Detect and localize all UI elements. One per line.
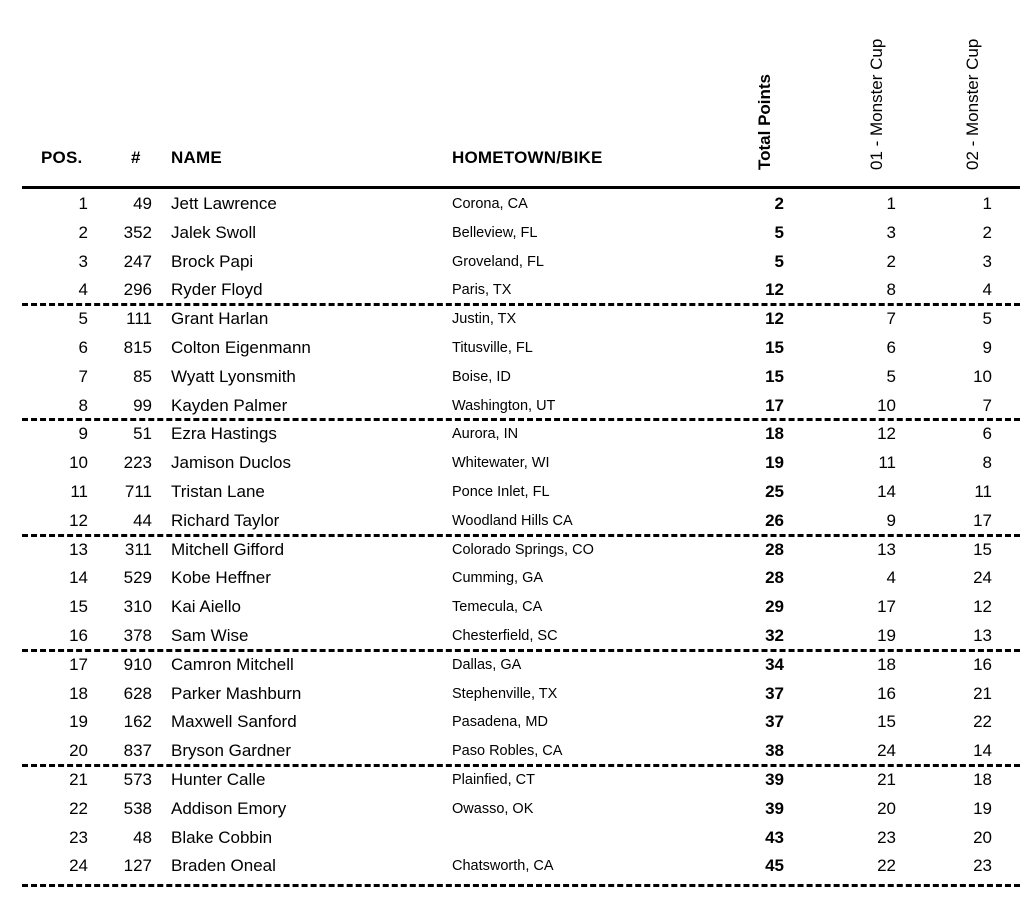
table-bottom-rule — [22, 884, 1020, 887]
cell-round-01: 12 — [877, 424, 896, 444]
cell-round-01: 21 — [877, 769, 896, 789]
table-row — [0, 593, 1026, 622]
cell-round-02: 13 — [973, 625, 992, 645]
cell-total-points: 29 — [765, 597, 784, 617]
cell-rider-number: 247 — [123, 251, 152, 271]
cell-hometown: Dallas, GA — [452, 656, 522, 673]
cell-rider-name: Blake Cobbin — [171, 827, 273, 847]
cell-round-01: 1 — [886, 194, 896, 213]
cell-rider-name: Braden Oneal — [171, 856, 276, 876]
cell-hometown: Temecula, CA — [452, 599, 543, 616]
cell-position: 7 — [78, 366, 88, 386]
cell-rider-number: 111 — [126, 309, 152, 329]
table-row — [0, 305, 1026, 334]
cell-rider-name: Sam Wise — [171, 625, 249, 645]
cell-total-points: 28 — [765, 568, 784, 588]
cell-round-01: 5 — [886, 366, 896, 386]
table-row — [0, 708, 1026, 737]
cell-position: 1 — [78, 194, 88, 213]
header-divider-rule — [22, 186, 1020, 189]
cell-rider-number: 529 — [123, 568, 152, 588]
cell-round-01: 20 — [877, 798, 896, 818]
cell-position: 4 — [78, 280, 88, 300]
cell-round-02: 14 — [973, 741, 992, 761]
cell-rider-number: 837 — [123, 741, 152, 761]
cell-hometown: Ponce Inlet, FL — [452, 483, 550, 500]
cell-round-02: 18 — [973, 769, 992, 789]
cell-rider-name: Kai Aiello — [171, 597, 241, 617]
cell-rider-number: 378 — [123, 625, 152, 645]
cell-hometown: Belleview, FL — [452, 224, 538, 241]
cell-round-01: 13 — [877, 539, 896, 559]
cell-round-02: 1 — [982, 194, 992, 213]
cell-round-02: 11 — [974, 481, 992, 501]
cell-hometown: Groveland, FL — [452, 253, 544, 270]
cell-round-02: 10 — [973, 366, 992, 386]
cell-rider-number: 910 — [123, 654, 152, 674]
cell-round-02: 22 — [973, 712, 992, 732]
cell-position: 3 — [78, 251, 88, 271]
cell-position: 2 — [78, 222, 88, 242]
cell-round-01: 22 — [877, 856, 896, 876]
cell-rider-number: 85 — [133, 366, 152, 386]
table-row — [0, 190, 1026, 219]
cell-position: 13 — [69, 539, 88, 559]
table-row — [0, 392, 1026, 421]
cell-rider-name: Brock Papi — [171, 251, 254, 271]
cell-round-02: 3 — [982, 251, 992, 271]
cell-round-02: 12 — [973, 597, 992, 617]
cell-hometown: Boise, ID — [452, 368, 511, 385]
cell-total-points: 26 — [765, 510, 784, 530]
cell-total-points: 5 — [774, 222, 784, 242]
cell-position: 9 — [78, 424, 88, 444]
cell-total-points: 45 — [765, 856, 784, 876]
cell-round-02: 7 — [982, 395, 992, 415]
cell-rider-number: 352 — [123, 222, 152, 242]
cell-total-points: 5 — [774, 251, 784, 271]
cell-round-02: 19 — [973, 798, 992, 818]
cell-round-01: 14 — [877, 481, 896, 501]
cell-hometown: Chatsworth, CA — [452, 858, 554, 875]
table-row — [0, 248, 1026, 277]
cell-total-points: 39 — [765, 769, 784, 789]
cell-round-02: 21 — [973, 683, 992, 703]
cell-hometown: Washington, UT — [452, 397, 556, 414]
cell-hometown: Plainfied, CT — [452, 771, 536, 788]
cell-rider-name: Kobe Heffner — [171, 568, 271, 588]
cell-rider-number: 127 — [123, 856, 152, 876]
table-row — [0, 795, 1026, 824]
table-row — [0, 622, 1026, 651]
cell-rider-name: Wyatt Lyonsmith — [171, 366, 296, 386]
cell-position: 5 — [78, 309, 88, 329]
cell-round-01: 18 — [877, 654, 896, 674]
table-row — [0, 276, 1026, 305]
cell-hometown: Chesterfield, SC — [452, 627, 558, 644]
cell-round-01: 2 — [886, 251, 896, 271]
cell-position: 23 — [69, 827, 88, 847]
cell-rider-number: 628 — [123, 683, 152, 703]
column-header-number: # — [131, 148, 141, 167]
cell-total-points: 12 — [765, 280, 784, 300]
cell-rider-number: 538 — [123, 798, 152, 818]
table-row — [0, 478, 1026, 507]
cell-round-02: 4 — [982, 280, 992, 300]
table-row — [0, 536, 1026, 565]
column-header-name: NAME — [171, 148, 222, 167]
cell-hometown: Paris, TX — [452, 282, 512, 299]
cell-rider-name: Ryder Floyd — [171, 280, 263, 300]
table-header-row — [0, 0, 1026, 186]
table-row — [0, 420, 1026, 449]
cell-position: 19 — [69, 712, 88, 732]
cell-round-02: 15 — [973, 539, 992, 559]
cell-position: 24 — [69, 856, 88, 876]
cell-total-points: 34 — [765, 654, 784, 674]
cell-hometown: Paso Robles, CA — [452, 743, 563, 760]
cell-hometown: Owasso, OK — [452, 800, 534, 817]
cell-rider-name: Bryson Gardner — [171, 741, 291, 761]
cell-position: 18 — [69, 683, 88, 703]
cell-total-points: 28 — [765, 539, 784, 559]
table-row — [0, 737, 1026, 766]
cell-total-points: 18 — [765, 424, 784, 444]
table-row — [0, 507, 1026, 536]
cell-round-01: 3 — [886, 222, 896, 242]
column-header-total-points: Total Points — [755, 73, 774, 170]
cell-round-01: 9 — [886, 510, 896, 530]
table-row — [0, 219, 1026, 248]
cell-rider-name: Addison Emory — [171, 798, 287, 818]
cell-position: 12 — [69, 510, 88, 530]
cell-total-points: 19 — [765, 453, 784, 473]
cell-total-points: 15 — [765, 366, 784, 386]
cell-round-01: 16 — [877, 683, 896, 703]
cell-rider-name: Colton Eigenmann — [171, 337, 311, 357]
cell-rider-name: Ezra Hastings — [171, 424, 277, 444]
cell-round-02: 23 — [973, 856, 992, 876]
cell-round-02: 24 — [973, 568, 992, 588]
table-row — [0, 852, 1026, 881]
cell-total-points: 32 — [765, 625, 784, 645]
table-row — [0, 449, 1026, 478]
cell-position: 17 — [69, 654, 88, 674]
cell-rider-name: Maxwell Sanford — [171, 712, 297, 732]
column-header-round-02: 02 - Monster Cup — [963, 38, 982, 170]
cell-rider-name: Richard Taylor — [171, 510, 280, 530]
cell-hometown: Cumming, GA — [452, 570, 544, 587]
cell-hometown: Whitewater, WI — [452, 455, 550, 472]
cell-round-01: 10 — [877, 395, 896, 415]
cell-rider-name: Tristan Lane — [171, 481, 265, 501]
cell-round-01: 15 — [877, 712, 896, 732]
cell-position: 14 — [69, 568, 88, 588]
cell-total-points: 43 — [765, 827, 784, 847]
cell-total-points: 15 — [765, 337, 784, 357]
cell-round-02: 17 — [973, 510, 992, 530]
cell-round-01: 23 — [877, 827, 896, 847]
cell-round-01: 4 — [886, 568, 896, 588]
cell-position: 21 — [69, 769, 88, 789]
cell-round-01: 11 — [878, 453, 896, 473]
cell-rider-name: Camron Mitchell — [171, 654, 294, 674]
cell-hometown: Justin, TX — [452, 311, 517, 328]
cell-round-02: 5 — [982, 309, 992, 329]
cell-round-02: 16 — [973, 654, 992, 674]
cell-round-01: 8 — [886, 280, 896, 300]
cell-total-points: 12 — [765, 309, 784, 329]
cell-position: 11 — [70, 481, 88, 501]
cell-total-points: 37 — [765, 683, 784, 703]
results-table-body — [0, 190, 1026, 881]
cell-total-points: 17 — [765, 395, 784, 415]
cell-rider-number: 44 — [133, 510, 152, 530]
cell-position: 16 — [69, 625, 88, 645]
cell-rider-name: Hunter Calle — [171, 769, 266, 789]
column-header-hometown: HOMETOWN/BIKE — [452, 148, 603, 167]
cell-position: 20 — [69, 741, 88, 761]
cell-round-01: 7 — [886, 309, 896, 329]
cell-total-points: 2 — [774, 194, 784, 213]
table-row — [0, 680, 1026, 709]
cell-rider-number: 311 — [124, 539, 152, 559]
cell-position: 8 — [78, 395, 88, 415]
cell-rider-name: Mitchell Gifford — [171, 539, 285, 559]
cell-rider-name: Kayden Palmer — [171, 395, 288, 415]
cell-rider-number: 573 — [123, 769, 152, 789]
table-row — [0, 564, 1026, 593]
cell-round-01: 6 — [886, 337, 896, 357]
cell-total-points: 39 — [765, 798, 784, 818]
cell-position: 10 — [69, 453, 88, 473]
cell-hometown: Titusville, FL — [452, 339, 533, 356]
cell-position: 22 — [69, 798, 88, 818]
cell-rider-number: 223 — [123, 453, 152, 473]
cell-rider-number: 99 — [133, 395, 152, 415]
cell-rider-number: 48 — [133, 827, 152, 847]
cell-total-points: 25 — [765, 481, 784, 501]
column-header-position: POS. — [41, 148, 83, 167]
cell-rider-number: 162 — [123, 712, 152, 732]
cell-rider-number: 815 — [123, 337, 152, 357]
table-row — [0, 766, 1026, 795]
cell-hometown: Aurora, IN — [452, 426, 519, 443]
cell-round-02: 20 — [973, 827, 992, 847]
table-row — [0, 334, 1026, 363]
cell-rider-name: Parker Mashburn — [171, 683, 302, 703]
cell-rider-number: 49 — [133, 194, 152, 213]
cell-position: 15 — [69, 597, 88, 617]
cell-rider-number: 310 — [123, 597, 152, 617]
cell-hometown: Woodland Hills CA — [452, 512, 573, 529]
cell-round-01: 19 — [877, 625, 896, 645]
cell-total-points: 37 — [765, 712, 784, 732]
cell-position: 6 — [78, 337, 88, 357]
cell-rider-name: Grant Harlan — [171, 309, 269, 329]
column-header-round-01: 01 - Monster Cup — [867, 38, 886, 170]
cell-round-02: 8 — [982, 453, 992, 473]
cell-rider-name: Jett Lawrence — [171, 194, 277, 213]
table-row — [0, 363, 1026, 392]
table-row — [0, 651, 1026, 680]
cell-hometown: Colorado Springs, CO — [452, 541, 594, 558]
cell-rider-name: Jalek Swoll — [171, 222, 257, 242]
cell-rider-name: Jamison Duclos — [171, 453, 291, 473]
cell-round-01: 17 — [877, 597, 896, 617]
cell-round-02: 9 — [982, 337, 992, 357]
cell-rider-number: 51 — [133, 424, 152, 444]
cell-hometown: Pasadena, MD — [452, 714, 548, 731]
cell-round-01: 24 — [877, 741, 896, 761]
table-row — [0, 824, 1026, 853]
cell-total-points: 38 — [765, 741, 784, 761]
cell-hometown: Stephenville, TX — [452, 685, 558, 702]
cell-rider-number: 711 — [124, 481, 152, 501]
cell-round-02: 2 — [982, 222, 992, 242]
cell-round-02: 6 — [982, 424, 992, 444]
cell-rider-number: 296 — [123, 280, 152, 300]
cell-hometown: Corona, CA — [452, 196, 528, 212]
